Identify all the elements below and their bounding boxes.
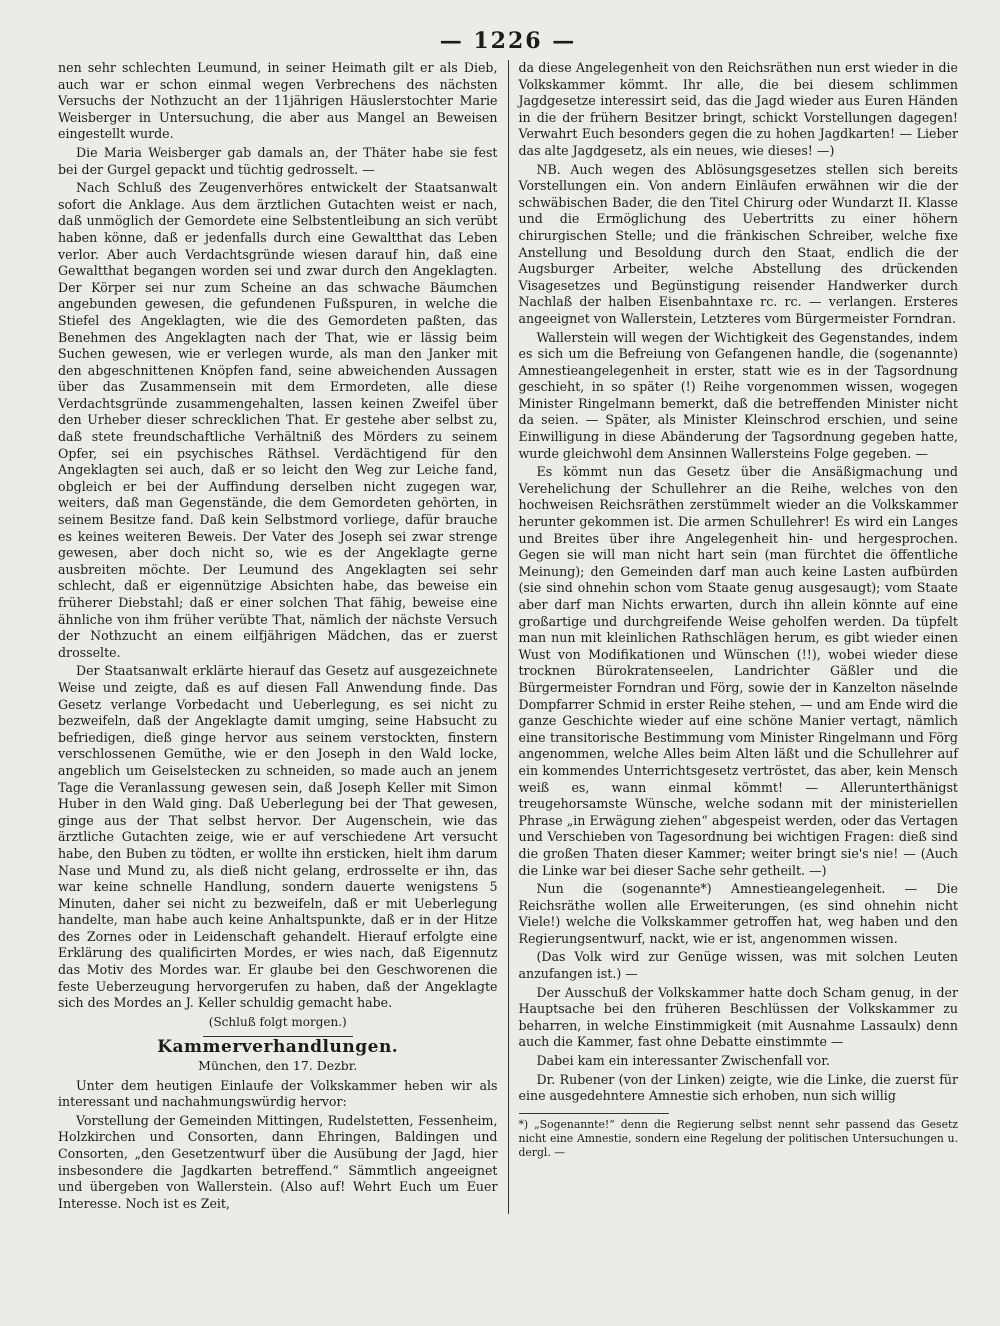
paragraph: Nach Schluß des Zeugenverhöres entwickelt der Staatsanwalt sofort die Anklage. Aus dem ärztlichen Gutachten weist er nach, daß unmöglich der Gemordete eine Selbstentleibung an sich verübt haben könne, daß er jedenfalls durch eine Gewaltthat das Leben verlor. Aber auch Verdachtsgründe wiesen darauf hin, daß eine Gewaltthat begangen worden sei und zwar durch den Angeklagten. Der Körper sei nur zum Scheine an das schwache Bäumchen angebunden gewesen, die gefundenen Fußspuren, in welche die Stiefel des Angeklagten, wie die des Gemordeten paßten, das Benehmen des Angeklagten nach der That, wie er lässig beim Suchen gewesen, wie er verlegen wurde, als man den Janker mit den abgeschnittenen Knöpfen fand, seine abweichenden Aussagen über das Zusammensein mit dem Ermordeten, alle diese Verdachtsgründe zusammengehalten, lassen keinen Zweifel über den Urheber dieser schrecklichen That. Er gestehe aber selbst zu, daß stete freundschaftliche Verhältniß des Mörders zu seinem Opfer, sei ein psychisches Räthsel. Verdächtigend für den Angeklagten sei auch, daß er so leicht den Weg zur Leiche fand, obgleich er bei der Auffindung derselben nicht zugegen war, weiters, daß man Gegenstände, die dem Gemordeten gehörten, in seinem Besitze fand. Daß kein Selbstmord vorliege, dafür brauche es keines weiteren Beweis. Der Vater des Joseph sei zwar strenge gewesen, aber doch nicht so, wie es der Angeklagte gerne ausbreiten möchte. Der Leumund des Angeklagten sei sehr schlecht, daß er eigennützige Absichten habe, das beweise ein früherer Diebstahl; daß er einer solchen That fähig, beweise eine ähnliche von ihm früher verübte That, nämlich der nächste Versuch der Nothzucht an einem eilfjährigen Mädchen, das er zuerst drosselte. [58, 180, 498, 660]
section-title: Kammerverhandlungen. [157, 1037, 399, 1058]
left-column [58, 60, 509, 1214]
paragraph: nen sehr schlechten Leumund, in seiner Heimath gilt er als Dieb, auch war er schon einmal wegen Verbrechens des nächsten Versuchs der Nothzucht an der 11jährigen Häuslerstochter Marie Weisberger in Untersuchung, die aber aus Mangel an Beweisen eingestellt wurde. [58, 60, 498, 142]
paragraph: Unter dem heutigen Einlaufe der Volkskammer heben wir als interessant und nachahmungswürdig hervor: [58, 1077, 498, 1110]
dateline: München, den 17. Dezbr. [198, 1058, 358, 1074]
footnote: *) „Sogenannte!“ denn die Regierung selbst nennt sehr passend das Gesetz nicht eine Amnestie, sondern eine Regelung der politischen Untersuchungen u. dergl. — [518, 1117, 958, 1159]
paragraph: Vorstellung der Gemeinden Mittingen, Rudelstetten, Fessenheim, Holzkirchen und Consorten, dann Ehringen, Baldingen und Consorten, „den Gesetzentwurf über die Ausübung der Jagd, hier insbesondere die Jagdkarten betreffend.“ Sämmtlich angeeignet und übergeben von Wallerstein. (Also auf! Wehrt Euch um Euer Interesse. Noch ist es Zeit, [58, 1112, 498, 1211]
paragraph: Wallerstein will wegen der Wichtigkeit des Gegenstandes, indem es sich um die Befreiung von Gefangenen handle, die (sogenannte) Amnestieangelegenheit in erster, statt wie es in der Tagsordnung geschieht, in so später (!) Reihe vorgenommen wissen, wogegen Minister Ringelmann bemerkt, daß die betreffenden Minister nicht da seien. — Später, als Minister Kleinschrod erschien, und seine Einwilligung in diese Abänderung der Tagsordnung gegeben hatte, wurde gleichwohl dem Ansinnen Wallersteins Folge gegeben. — [518, 329, 958, 461]
paragraph: da diese Angelegenheit von den Reichsräthen nun erst wieder in die Volkskammer kömmt. Ihr alle, die bei diesem schlimmen Jagdgesetze interessirt seid, das die Jagd wieder aus Euren Händen in die der frühern Besitzer bringt, schickt Vorstellungen dagegen! Verwahrt Euch besonders gegen die zu hohen Jagdkarten! — Lieber das alte Jagdgesetz, als ein neues, wie dieses! —) [518, 60, 958, 158]
paragraph: Nun die (sogenannte*) Amnestieangelegenheit. — Die Reichsräthe wollen alle Erweiterungen, (es sind ohnehin nicht Viele!) welche die Volkskammer getroffen hat, weg haben und den Regierungsentwurf, nackt, wie er ist, angenommen wissen. [518, 881, 958, 946]
paragraph: Die Maria Weisberger gab damals an, der Thäter habe sie fest bei der Gurgel gepackt und tüchtig gedrosselt. — [58, 144, 498, 177]
columns [58, 60, 958, 1214]
paragraph: Dr. Rubener (von der Linken) zeigte, wie die Linke, die zuerst für eine ausgedehntere Amnestie sich erhoben, nun sich willig [518, 1071, 958, 1104]
right-column [519, 60, 959, 1214]
paragraph: (Das Volk wird zur Genüge wissen, was mit solchen Leuten anzufangen ist.) — [518, 949, 958, 982]
paragraph: Der Staatsanwalt erklärte hierauf das Gesetz auf ausgezeichnete Weise und zeigte, daß es auf diesen Fall Anwendung finde. Das Gesetz verlange Vorbedacht und Ueberlegung, es sei nicht zu bezweifeln, daß der Angeklagte damit umging, seine Habsucht zu befriedigen, dieß ginge hervor aus seinem verstockten, finstern verschlossenen Gemüthe, wie er den Joseph in den Wald locke, angeblich um Geiselstecken zu schneiden, so made auch an jenem Tage die Veranlassung gewesen sein, daß Joseph Keller mit Simon Huber in den Wald ging. Daß Ueberlegung bei der That gewesen, ginge aus der That selbst hervor. Der Augenschein, wie das ärztliche Gutachten zeige, wie er auf verschiedene Art versucht habe, den Buben zu tödten, er wollte ihn ersticken, hielt ihm darum Nase und Mund zu, als dieß nicht gelang, erdrosselte er ihn, das war keine schnelle Handlung, sondern dauerte wenigstens 5 Minuten, daher sei nicht zu bezweifeln, daß er mit Ueberlegung handelte, man habe auch keine Anhaltspunkte, daß er in der Hitze des Zornes oder in Leidenschaft gehandelt. Hierauf erfolgte eine Erklärung des qualificirten Mordes, er wies nach, daß Eigennutz das Motiv des Mordes war. Er glaube bei den Geschworenen die feste Ueberzeugung hervorgerufen zu haben, daß der Angeklagte sich des Mordes an J. Keller schuldig gemacht habe. [58, 663, 498, 1011]
paragraph: Der Ausschuß der Volkskammer hatte doch Scham genug, in der Hauptsache bei den früheren Beschlüssen der Volkskammer zu beharren, in welche Einstimmigkeit (mit Ausnahme Lassaulx) denn auch die Kammer, fast ohne Debatte einstimmte — [518, 984, 958, 1050]
paragraph: Es kömmt nun das Gesetz über die Ansäßigmachung und Verehelichung der Schullehrer an die Reihe, welches von den hochweisen Reichsräthen zerstümmelt wieder an die Volkskammer herunter gekommen ist. Die armen Schullehrer! Es wird ein Langes und Breites über ihre Angelegenheit hin- und hergesprochen. Gegen sie will man nicht hart sein (man fürchtet die öffentliche Meinung); den Gemeinden darf man auch keine Lasten aufbürden (sie sind ohnehin schon vom Staate genug ausgesaugt); vom Staate aber darf man Nichts erwarten, durch ihn allein könnte auf eine großartige und durchgreifende Weise geholfen werden. Da tüpfelt man nun mit kleinlichen Rathschlägen herum, es gibt wieder einen Wust von Modifikationen und Wünschen (!!), wobei wieder diese trocknen Bürokratenseelen, Landrichter Gäßler und die Bürgermeister Forndran und Förg, sowie der in Kanzelton näselnde Dompfarrer Schmid in erster Reihe stehen, — und am Ende wird die ganze Geschichte wieder auf eine schöne Manier vertagt, nämlich eine transitorische Bestimmung vom Minister Ringelmann und Förg angenommen, welche Alles beim Alten läßt und die Schullehrer auf ein kommendes Unterrichtsgesetz vertröstet, das aber, kein Mensch weiß es, wann einmal kömmt! — Allerunterthänigst treugehorsamste Wünsche, welche sodann mit der ministeriellen Phrase „in Erwägung ziehen“ abgespeist werden, oder das Vertagen und Verschieben von Tagesordnung bei wichtigen Fragen: dieß sind die großen Thaten dieser Kammer; weiter bringt sie's nie! — (Auch die Linke war bei dieser Sache sehr getheilt. —) [518, 464, 958, 878]
page-number: — 1226 — [439, 28, 577, 54]
paragraph: Dabei kam ein interessanter Zwischenfall vor. [536, 1053, 830, 1069]
paragraph: NB. Auch wegen des Ablösungsgesetzes stellen sich bereits Vorstellungen ein. Von andern Einläufen erwähnen wir die der schwäbischen Bader, die den Titel Chirurg oder Wundarzt II. Klasse und die Ermöglichung des Uebertritts zu einer höhern chirurgischen Stelle; und die fränkischen Schreiber, welche fixe Anstellung und Besoldung durch den Staat, endlich die der Augsburger Arbeiter, welche Abstellung des drückenden Visagesetzes und Begünstigung reisender Handwerker durch Nachlaß der halben Eisenbahntaxe rc. rc. — verlangen. Ersteres angeeignet von Wallerstein, Letzteres vom Bürgermeister Forndran. [518, 161, 958, 326]
continued-note: (Schluß folgt morgen.) [208, 1014, 347, 1029]
footnote-divider [519, 1113, 669, 1114]
